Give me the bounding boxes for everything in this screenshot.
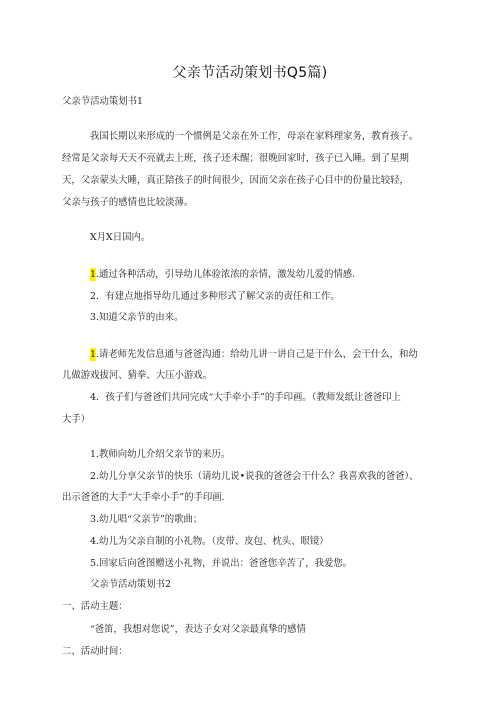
prep-text: .请老师先发信息通与爸爸沟通：给幼儿讲一讲自己是干什么，会干什么，和幼 <box>95 349 418 360</box>
process-text: .幼儿为父亲自制的小礼物。（皮带、皮包、枕头、眼镜） <box>95 536 329 547</box>
process-text: .回家后向爸图赠送小礼物，并说出：爸爸您辛苦了，我爱您。 <box>95 558 353 569</box>
goal-item <box>90 311 183 325</box>
process-item <box>90 448 230 462</box>
section2-heading: 二、活动时间： <box>62 646 128 657</box>
intro-line: 经常是父亲每天天不亮就去上班，孩子还未醒；很晚回家时，孩子已入睡。到了星期 <box>62 153 409 164</box>
prep-number: 1 <box>90 349 96 360</box>
date-line: X月X日国内。 <box>90 232 151 243</box>
process-number: 3 <box>90 514 96 525</box>
goal-text: .知道父亲节的由来。 <box>95 312 184 323</box>
prep-continuation: 大手） <box>62 414 91 425</box>
prep-item <box>90 391 401 405</box>
plan2-heading: 父亲节活动策划书2 <box>90 579 171 590</box>
process-item <box>90 557 352 571</box>
goal-number: 1 <box>90 269 96 280</box>
process-number: 5 <box>90 558 96 569</box>
goal-item <box>90 290 340 304</box>
goal-text: ．有建点地指导幼儿通过多种形式了解父亲的责任和工作。 <box>95 291 340 302</box>
process-item <box>90 513 202 527</box>
intro-line: 天，父亲蒙头大睡，真正陪孩子的时间很少，因而父亲在孩子心目中的份量比较轻， <box>62 175 409 186</box>
goal-item <box>90 268 355 282</box>
goal-number: 3 <box>90 312 96 323</box>
goal-text: .通过各种活动，引导幼儿体验浓浓的亲情，激发幼儿爱的情感. <box>95 269 356 280</box>
intro-line: 父亲与孩子的感情也比较淡薄。 <box>62 197 194 208</box>
process-number: 4 <box>90 536 96 547</box>
theme-line: “爸笛，我想对您说”，表达子女对父亲最真挚的感情 <box>90 624 306 635</box>
prep-text: ．孩子们与爸爸们共同完成“大手牵小手”的手印画。（教师发纸让爸爸印上 <box>95 392 401 403</box>
document-title: 父亲节活动策划书Q5篇) <box>172 65 328 81</box>
process-continuation: 出示爸爸的大手“大手牵小手”的手印画. <box>62 492 225 503</box>
prep-number: 4 <box>90 392 96 403</box>
prep-item <box>90 348 418 362</box>
process-number: 2 <box>90 471 96 482</box>
section1-heading: 一、活动主题： <box>62 601 128 612</box>
intro-line: 我国长期以来形成的一个惯例是父亲在外工作，母亲在家料理家务，教育孩子。 <box>90 131 419 142</box>
plan1-heading: 父亲节活动策划书1 <box>62 96 143 107</box>
process-text: .教师向幼儿介绍父亲节的来历。 <box>95 449 231 460</box>
process-item <box>90 535 329 549</box>
goal-number: 2 <box>90 291 96 302</box>
process-item <box>90 470 419 484</box>
process-number: 1 <box>90 449 96 460</box>
process-text: .幼儿分享父亲节的快乐（请幼儿说•说我的爸爸会干什么？我喜欢我的爸爸）、 <box>95 471 419 482</box>
process-text: .幼儿唱“父亲节”的歌曲； <box>95 514 203 525</box>
prep-continuation: 儿做游戏拔河、猜拳、大压小游戏。 <box>62 370 213 381</box>
